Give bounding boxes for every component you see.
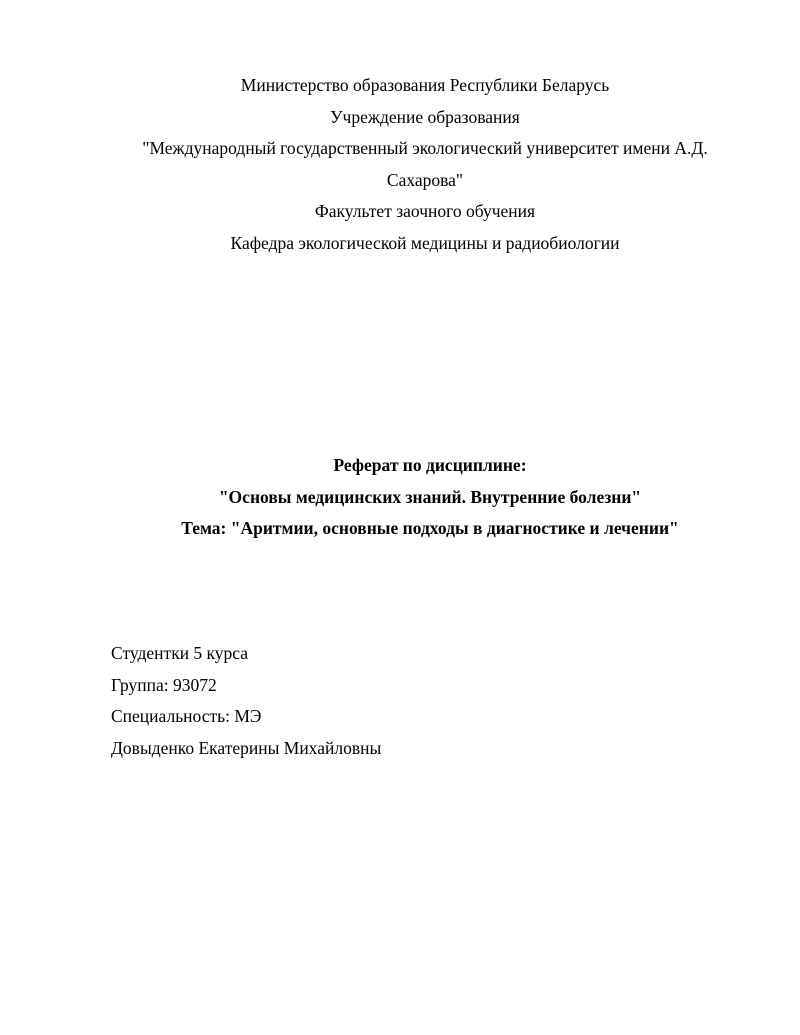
- department-line: Кафедра экологической медицины и радиобиологии: [230, 232, 620, 253]
- student-course: Студентки 5 курса: [111, 643, 249, 663]
- report-topic: Тема: "Аритмии, основные подходы в диагностике и лечении": [181, 518, 679, 538]
- student-name: Довыденко Екатерины Михайловны: [111, 737, 382, 758]
- report-title-block: [110, 450, 750, 545]
- discipline-name: "Основы медицинских знаний. Внутренние болезни": [218, 486, 642, 507]
- ministry-line: Министерство образования Республики Беларусь: [240, 75, 610, 95]
- student-info: [111, 638, 611, 764]
- report-kind: Реферат по дисциплине:: [333, 455, 527, 475]
- university-name-line-2: Сахарова": [386, 169, 464, 190]
- student-group: Группа: 93072: [111, 674, 217, 695]
- institution-header: [110, 70, 740, 259]
- institution-type-line: Учреждение образования: [330, 106, 520, 127]
- faculty-line: Факультет заочного обучения: [314, 201, 536, 221]
- student-specialty: Специальность: МЭ: [111, 706, 262, 726]
- university-name-line-1: "Международный государственный экологический университет имени А.Д.: [142, 138, 708, 158]
